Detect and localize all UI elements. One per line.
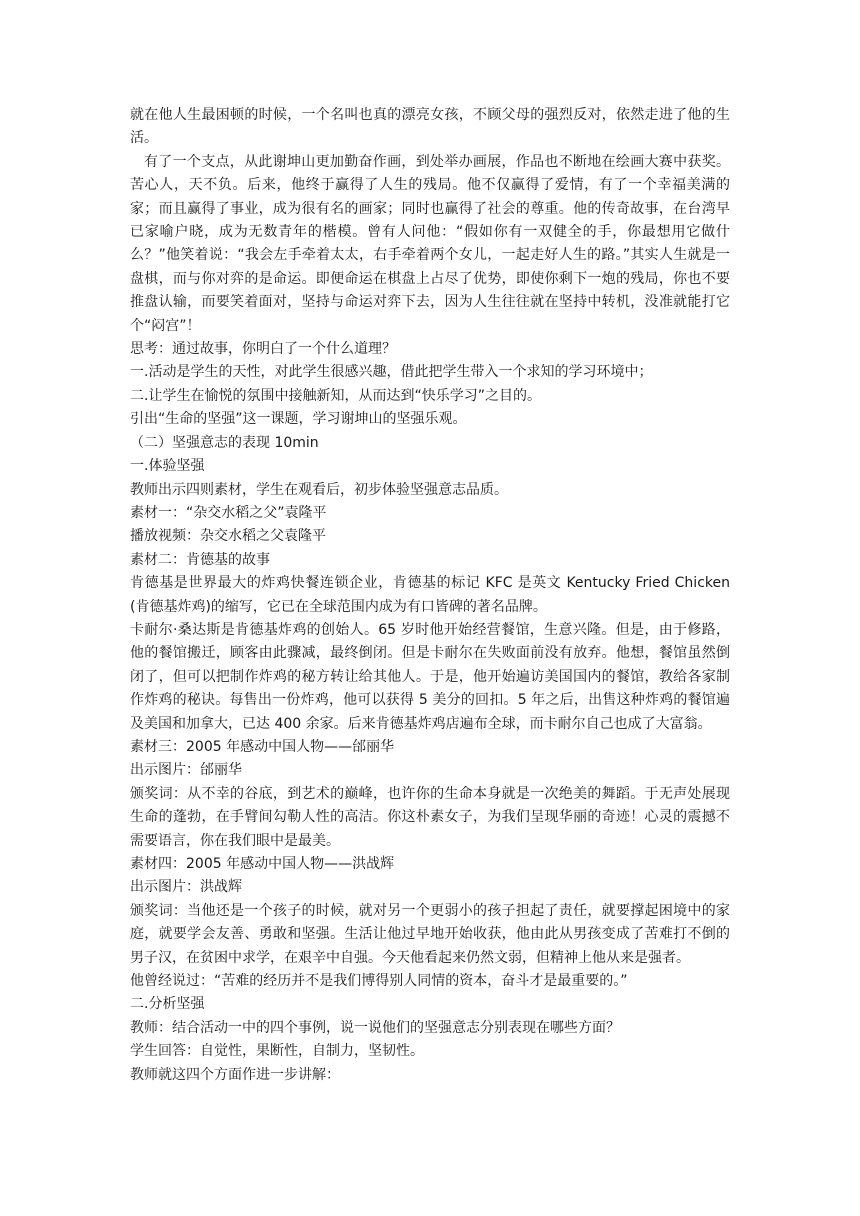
document-page: [130, 104, 730, 1087]
material-three-image: 出示图片：邰丽华: [130, 762, 242, 779]
subheading-experience: 一.体验坚强: [130, 458, 205, 475]
paragraph-teacher-question: 教师：结合活动一中的四个事例，说一说他们的坚强意志分别表现在哪些方面？: [130, 1019, 620, 1036]
material-four-citation: 颁奖词：当他还是一个孩子的时候，就对另一个更弱小的孩子担起了责任，就要撑起困境中的家庭，就要学会友善、勇敢和坚强。生活让他过早地开始收获，他由此从男孩变成了苦难打不倒的男子汉，在贫困中求学，在艰辛中自强。今天他看起来仍然文弱，但精神上他从来是强者。: [130, 902, 730, 966]
material-two-title: 素材二：肯德基的故事: [130, 551, 270, 568]
material-one-video: 播放视频：杂交水稻之父袁隆平: [130, 528, 326, 545]
material-four-title: 素材四：2005 年感动中国人物——洪战辉: [130, 856, 395, 872]
material-three-title: 素材三：2005 年感动中国人物——邰丽华: [130, 738, 395, 755]
section-heading-willpower: （二）坚强意志的表现 10min: [130, 434, 319, 451]
paragraph-teacher-materials: 教师出示四则素材，学生在观看后，初步体验坚强意志品质。: [130, 481, 508, 498]
paragraph-teacher-explain: 教师就这四个方面作进一步讲解：: [130, 1066, 340, 1083]
paragraph-purpose-two: 二.让学生在愉悦的氛围中接触新知，从而达到“快乐学习”之目的。: [130, 387, 541, 404]
paragraph-sanders-story: 卡耐尔·桑达斯是肯德基炸鸡的创始人。65 岁时他开始经营餐馆，生意兴隆。但是，由于修路，他的餐馆搬迁，顾客由此骤减，最终倒闭。但是卡耐尔在失败面前没有放弃。他想，餐馆虽然倒闭了，但可以把制作炸鸡的秘方转让给其他人。于是，他开始遍访美国国内的餐馆，教给各家制作炸鸡的秘诀。每售出一份炸鸡，他可以获得 5 美分的回扣。5 年之后，出售这种炸鸡的餐馆遍及美国和加拿大，已达 400 余家。后来肯德基炸鸡店遍布全球，而卡耐尔自己也成了大富翁。: [130, 621, 730, 732]
material-four-image: 出示图片：洪战辉: [130, 879, 242, 896]
subheading-analysis: 二.分析坚强: [130, 996, 205, 1013]
paragraph-lead-in: 引出“生命的坚强”这一课题，学习谢坤山的坚强乐观。: [130, 411, 467, 428]
paragraph-story-summary: 有了一个支点，从此谢坤山更加勤奋作画，到处举办画展，作品也不断地在绘画大赛中获奖。苦心人，天不负。后来，他终于赢得了人生的残局。他不仅赢得了爱情，有了一个幸福美满的家；而且赢得了事业，成为很有名的画家；同时也赢得了社会的尊重。他的传奇故事，在台湾早已家喻户晓，成为无数青年的楷模。曾有人问他：“假如你有一双健全的手，你最想用它做什么？”他笑着说：“我会左手牵着太太，右手牵着两个女儿，一起走好人生的路。”其实人生就是一盘棋，而与你对弈的是命运。即便命运在棋盘上占尽了优势，即使你剩下一炮的残局，你也不要推盘认输，而要笑着面对，坚持与命运对弈下去，因为人生往往就在坚持中转机，没准就能打它个“闷宫”！: [130, 153, 730, 334]
material-one-title: 素材一：“杂交水稻之父”袁隆平: [130, 504, 327, 521]
paragraph-kfc-intro: 肯德基是世界最大的炸鸡快餐连锁企业，肯德基的标记 KFC 是英文 Kentucky Fried Chicken (肯德基炸鸡)的缩写，它已在全球范围内成为有口皆碑的著名品牌。: [130, 575, 730, 615]
paragraph-story-end: 就在他人生最困顿的时候，一个名叫也真的漂亮女孩，不顾父母的强烈反对，依然走进了他的生活。: [130, 107, 730, 147]
paragraph-thinking-question: 思考：通过故事，你明白了一个什么道理？: [130, 341, 396, 358]
paragraph-quote: 他曾经说过：“苦难的经历并不是我们博得别人同情的资本，奋斗才是最重要的。”: [130, 973, 628, 990]
material-three-citation: 颁奖词：从不幸的谷底，到艺术的巅峰，也许你的生命本身就是一次绝美的舞蹈。于无声处展现生命的蓬勃，在手臂间勾勒人性的高洁。你这朴素女子，为我们呈现华丽的奇迹！心灵的震撼不需要语言，你在我们眼中是最美。: [130, 785, 730, 849]
paragraph-student-answer: 学生回答：自觉性，果断性，自制力，坚韧性。: [130, 1043, 424, 1060]
paragraph-purpose-one: 一.活动是学生的天性，对此学生很感兴趣，借此把学生带入一个求知的学习环境中；: [130, 364, 653, 381]
